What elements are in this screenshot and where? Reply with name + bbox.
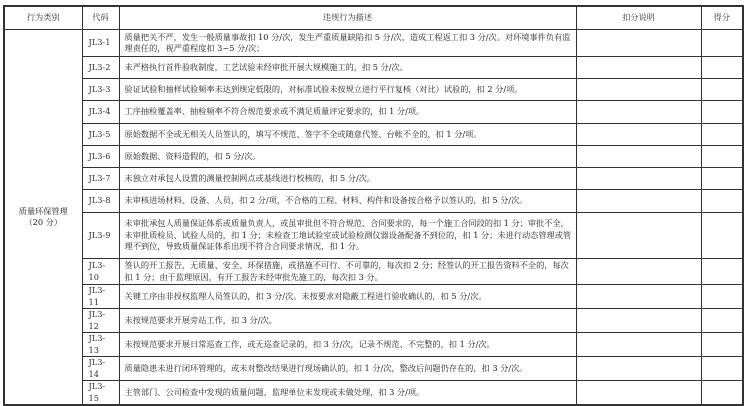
deduction-note-cell[interactable] <box>576 57 701 79</box>
deduction-note-cell[interactable] <box>576 168 701 190</box>
code-cell: JL3-3 <box>82 79 119 101</box>
code-cell: JL3-9 <box>82 213 119 259</box>
description-cell: 原始数据不全或无相关人员签认的，填写不规范、签字不全或随意代签、台帐不全的，扣 1 分/项。 <box>119 124 576 146</box>
code-cell: JL3-14 <box>82 357 119 381</box>
code-cell: JL3-4 <box>82 101 119 124</box>
description-cell: 主管部门、公司检查中发现的质量问题，监理单位未发现或未做处理，扣 3 分/项。 <box>119 381 576 406</box>
deduction-note-cell[interactable] <box>576 190 701 213</box>
description-cell: 质量隐患未进行闭环管理的，或未对整改结果进行现场确认的，扣 1 分/次，整改后问题仍存在的，扣 3 分/次。 <box>119 357 576 381</box>
score-cell[interactable] <box>701 30 743 57</box>
score-cell[interactable] <box>701 168 743 190</box>
description-cell: 原始数据、资料造假的，扣 5 分/次。 <box>119 146 576 168</box>
header-score: 得分 <box>701 6 743 30</box>
table-row <box>4 213 743 259</box>
score-cell[interactable] <box>701 190 743 213</box>
code-cell: JL3-12 <box>82 309 119 333</box>
table-row <box>4 285 743 309</box>
description-cell: 未严格执行首件验收制度，工艺试验未经审批开展大规模施工的，扣 5 分/次。 <box>119 57 576 79</box>
category-name: 质量环保管理 <box>18 205 68 216</box>
deduction-note-cell[interactable] <box>576 259 701 285</box>
table-row <box>4 146 743 168</box>
table-row <box>4 168 743 190</box>
deduction-note-cell[interactable] <box>576 79 701 101</box>
deduction-note-cell[interactable] <box>576 124 701 146</box>
score-cell[interactable] <box>701 213 743 259</box>
table-row <box>4 190 743 213</box>
table-row <box>4 57 743 79</box>
deduction-note-cell[interactable] <box>576 309 701 333</box>
deduction-note-cell[interactable] <box>576 101 701 124</box>
description-cell: 验证试验和抽样试验频率未达到规定低限的，对标准试验未按规立进行平行复核（对比）试验的，扣 2 分/项。 <box>119 79 576 101</box>
table-row <box>4 309 743 333</box>
score-cell[interactable] <box>701 57 743 79</box>
deduction-note-cell[interactable] <box>576 30 701 57</box>
code-cell: JL3-2 <box>82 57 119 79</box>
description-cell: 未独立对承包人设置的测量控制网点或基线进行校核的，扣 5 分/次。 <box>119 168 576 190</box>
header-description: 违规行为描述 <box>119 6 576 30</box>
deduction-note-cell[interactable] <box>576 333 701 357</box>
description-cell: 未审批承包人质量保证体系或质量负责人，或虽审批但不符合规范、合同要求的，每一个施工合同段的扣 1 分；审批不全，未审批质检员、试验人员的，扣 1 分；未检查工地试验室或试验检测仪器设备配备不到位的，扣 1 分；未进行动态管理或管理不到位，导致质量保证体系出现不符合合同要求情况，扣 1 分。 <box>119 213 576 259</box>
score-cell[interactable] <box>701 357 743 381</box>
category-points: （20 分） <box>24 217 63 227</box>
violation-scoring-table <box>3 5 744 406</box>
description-cell: 未按规范要求开展日常巡查工作，或无巡查记录的，扣 3 分/次，记录不规范、不完整的，扣 1 分/次。 <box>119 333 576 357</box>
score-cell[interactable] <box>701 79 743 101</box>
description-cell: 关键工序由非授权监理人员签认的，扣 3 分/次。未按要求对隐蔽工程进行验收确认的，扣 5 分/次。 <box>119 285 576 309</box>
description-cell: 未审核进场材料、设备、人员，扣 2 分/项，不合格的工程、材料、构件和设备按合格予以签认的，扣 5 分/次。 <box>119 190 576 213</box>
code-cell: JL3-7 <box>82 168 119 190</box>
deduction-note-cell[interactable] <box>576 285 701 309</box>
table-row <box>4 124 743 146</box>
code-cell: JL3-6 <box>82 146 119 168</box>
category-cell <box>4 30 82 406</box>
header-category: 行为类别 <box>4 6 82 30</box>
description-cell: 工序抽检覆盖率、抽检频率不符合规范要求或不满足质量评定要求的，扣 1 分/项。 <box>119 101 576 124</box>
code-cell: JL3-15 <box>82 381 119 406</box>
table-row <box>4 333 743 357</box>
description-cell: 质量把关不严，发生一般质量事故扣 10 分/次，发生严重质量缺陷扣 5 分/次，造成工程返工扣 3 分/次。对环境事件负有监理责任的，视严重程度扣 3~5 分/次； <box>119 30 576 57</box>
deduction-note-cell[interactable] <box>576 357 701 381</box>
table-row <box>4 259 743 285</box>
code-cell: JL3-13 <box>82 333 119 357</box>
code-cell: JL3-10 <box>82 259 119 285</box>
deduction-note-cell[interactable] <box>576 146 701 168</box>
header-row <box>4 6 743 30</box>
code-cell: JL3-1 <box>82 30 119 57</box>
code-cell: JL3-11 <box>82 285 119 309</box>
code-cell: JL3-5 <box>82 124 119 146</box>
score-cell[interactable] <box>701 124 743 146</box>
description-cell: 未按规范要求开展旁站工作，扣 3 分/次。 <box>119 309 576 333</box>
deduction-note-cell[interactable] <box>576 213 701 259</box>
deduction-note-cell[interactable] <box>576 381 701 406</box>
header-code: 代码 <box>82 6 119 30</box>
score-cell[interactable] <box>701 146 743 168</box>
score-cell[interactable] <box>701 285 743 309</box>
code-cell: JL3-8 <box>82 190 119 213</box>
table-row <box>4 79 743 101</box>
table-row <box>4 101 743 124</box>
table-row <box>4 30 743 57</box>
score-cell[interactable] <box>701 259 743 285</box>
table-row <box>4 357 743 381</box>
score-cell[interactable] <box>701 309 743 333</box>
table-row <box>4 381 743 406</box>
score-cell[interactable] <box>701 381 743 406</box>
score-cell[interactable] <box>701 333 743 357</box>
description-cell: 签认的开工报告，无质量、安全、环保措施，或措施不可行、不可靠的，每次扣 2 分；经签认的开工报告资料不全的，每次扣 1 分；由于监理原因，有开工报告未经审批先施工的，每次扣 3 分。 <box>119 259 576 285</box>
header-deduction-note: 扣分说明 <box>576 6 701 30</box>
score-cell[interactable] <box>701 101 743 124</box>
